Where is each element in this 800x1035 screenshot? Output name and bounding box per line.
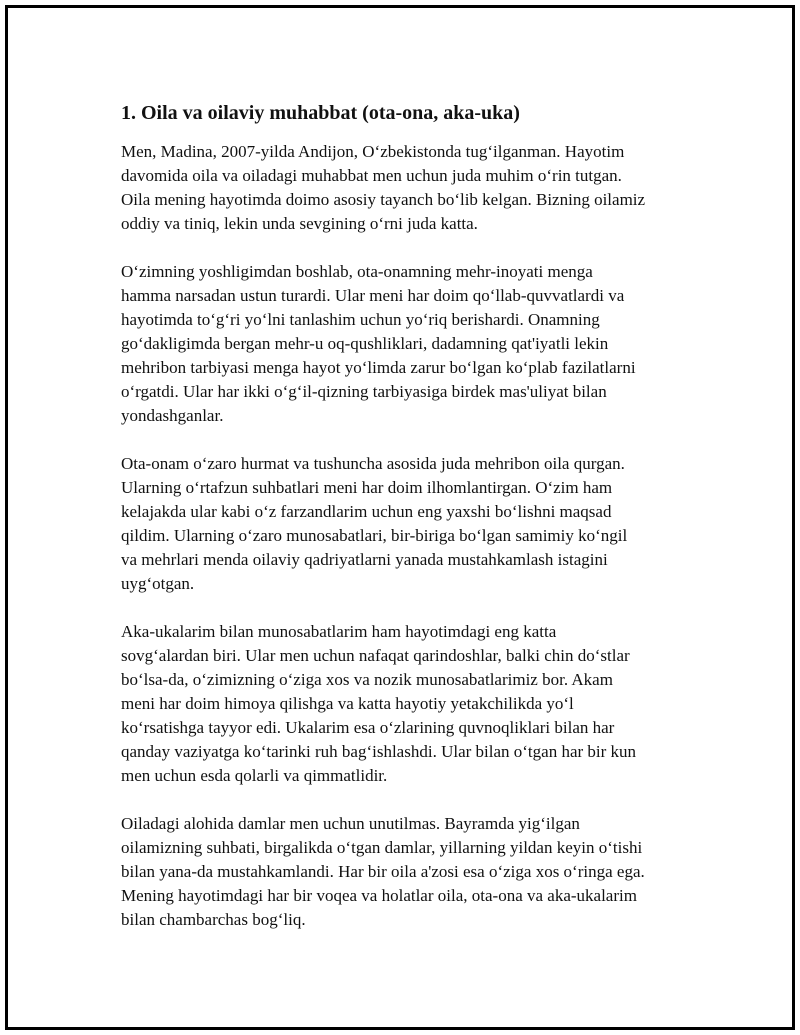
text-line: va mehrlari menda oilaviy qadriyatlarni yanada mustahkamlash istagini: [121, 550, 608, 569]
paragraph-3: [121, 452, 701, 596]
text-line: Mening hayotimdagi har bir voqea va holatlar oila, ota-ona va aka-ukalarim: [121, 886, 637, 905]
text-line: meni har doim himoya qilishga va katta hayotiy yetakchilikda yoʻl: [121, 694, 574, 713]
text-line: goʻdakligimda bergan mehr-u oq-qushliklari, dadamning qat'iyatli lekin: [121, 334, 609, 353]
text-line: Ularning oʻrtafzun suhbatlari meni har doim ilhomlantirgan. Oʻzim ham: [121, 478, 613, 497]
text-line: kelajakda ular kabi oʻz farzandlarim uchun eng yaxshi boʻlishni maqsad: [121, 502, 612, 521]
text-line: koʻrsatishga tayyor edi. Ukalarim esa oʻzlarining quvnoqliklari bilan har: [121, 718, 615, 737]
text-line: oddiy va tiniq, lekin unda sevgining oʻrni juda katta.: [121, 214, 478, 233]
text-line: Oʻzimning yoshligimdan boshlab, ota-onamning mehr-inoyati menga: [121, 262, 593, 281]
text-line: oʻrgatdi. Ular har ikki oʻgʻil-qizning tarbiyasiga birdek mas'uliyat bilan: [121, 382, 607, 401]
text-line: boʻlsa-da, oʻzimizning oʻziga xos va nozik munosabatlarimiz bor. Akam: [121, 670, 613, 689]
text-line: qildim. Ularning oʻzaro munosabatlari, bir-biriga boʻlgan samimiy koʻngil: [121, 526, 628, 545]
page-frame: [5, 5, 795, 1030]
text-line: oilamizning suhbati, birgalikda oʻtgan damlar, yillarning yildan keyin oʻtishi: [121, 838, 643, 857]
text-line: qanday vaziyatga koʻtarinki ruh bagʻishlashdi. Ular bilan oʻtgan har bir kun: [121, 742, 637, 761]
text-line: Aka-ukalarim bilan munosabatlarim ham hayotimdagi eng katta: [121, 622, 557, 641]
text-line: Oila mening hayotimda doimo asosiy tayanch boʻlib kelgan. Bizning oilamiz: [121, 190, 646, 209]
paragraph-4: [121, 620, 701, 788]
text-line: Ota-onam oʻzaro hurmat va tushuncha asosida juda mehribon oila qurgan.: [121, 454, 625, 473]
paragraph-2: [121, 260, 701, 428]
text-line: bilan chambarchas bogʻliq.: [121, 910, 306, 929]
text-line: mehribon tarbiyasi menga hayot yoʻlimda zarur boʻlgan koʻplab fazilatlarni: [121, 358, 636, 377]
text-line: Oiladagi alohida damlar men uchun unutilmas. Bayramda yigʻilgan: [121, 814, 580, 833]
text-line: hayotimda toʻgʻri yoʻlni tanlashim uchun yoʻriq berishardi. Onamning: [121, 310, 600, 329]
text-line: sovgʻalardan biri. Ular men uchun nafaqat qarindoshlar, balki chin doʻstlar: [121, 646, 630, 665]
text-line: Men, Madina, 2007-yilda Andijon, Oʻzbekistonda tugʻilganman. Hayotim: [121, 142, 625, 161]
text-line: men uchun esda qolarli va qimmatlidir.: [121, 766, 388, 785]
text-line: uygʻotgan.: [121, 574, 195, 593]
text-line: bilan yana-da mustahkamlandi. Har bir oila a'zosi esa oʻziga xos oʻringa ega.: [121, 862, 645, 881]
paragraph-5: [121, 812, 701, 932]
text-line: hamma narsadan ustun turardi. Ular meni har doim qoʻllab-quvvatlardi va: [121, 286, 625, 305]
paragraph-1: [121, 140, 701, 236]
text-line: yondashganlar.: [121, 406, 224, 425]
document-body: [121, 100, 701, 956]
text-line: davomida oila va oiladagi muhabbat men uchun juda muhim oʻrin tutgan.: [121, 166, 622, 185]
document-title: 1. Oila va oilaviy muhabbat (ota-ona, aka-uka): [121, 102, 520, 124]
